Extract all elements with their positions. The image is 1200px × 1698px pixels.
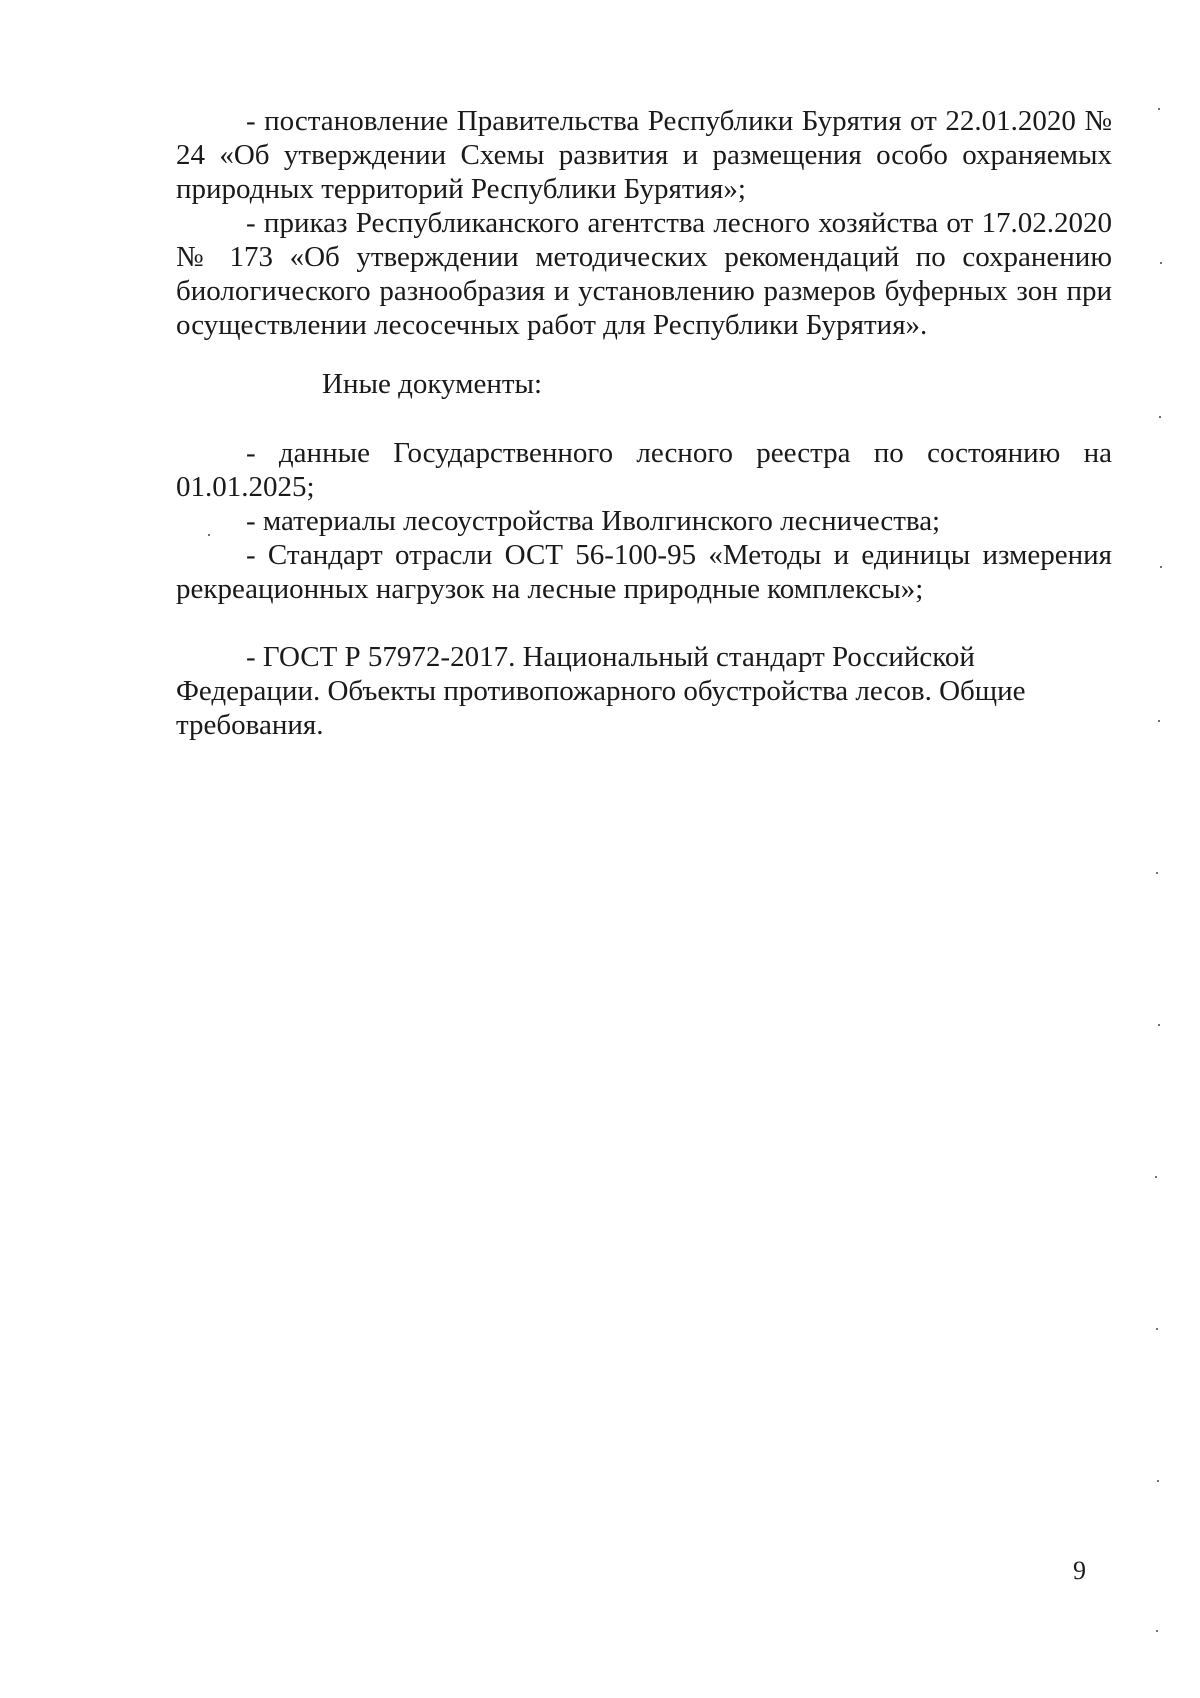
scan-speck bbox=[1158, 1024, 1160, 1026]
scan-speck bbox=[1156, 1328, 1158, 1330]
gost-block bbox=[176, 640, 1036, 742]
scan-speck bbox=[1155, 1176, 1157, 1178]
scan-speck bbox=[1158, 720, 1160, 722]
paragraph-government-decree: - постановление Правительства Республики Бурятия от 22.01.2020 № 24 «Об утверждении Схемы развития и размещения особо охраняемых природных территорий Республики Бурятия»; bbox=[176, 105, 1112, 205]
page-number: 9 bbox=[1073, 1556, 1086, 1585]
paragraph-gost: - ГОСТ Р 57972-2017. Национальный стандарт Российской Федерации. Объекты противопожарного обустройства лесов. Общие требования. bbox=[176, 641, 1026, 741]
scan-speck bbox=[1156, 1630, 1158, 1632]
paragraph-forest-registry: - данные Государственного лесного реестра по состоянию на 01.01.2025; bbox=[176, 437, 1112, 503]
paragraph-industry-standard: - Стандарт отрасли ОСТ 56-100-95 «Методы и единицы измерения рекреационных нагрузок на лесные природные комплексы»; bbox=[176, 539, 1112, 605]
legal-acts-list bbox=[176, 104, 1112, 342]
scan-speck bbox=[1156, 872, 1158, 874]
scan-speck bbox=[208, 534, 210, 536]
paragraph-forest-management-materials: - материалы лесоустройства Иволгинского лесничества; bbox=[246, 505, 941, 537]
scan-speck bbox=[1160, 262, 1162, 264]
scan-speck bbox=[1158, 108, 1160, 110]
scan-speck bbox=[1157, 1480, 1159, 1482]
other-documents-list bbox=[176, 436, 1112, 606]
scan-speck bbox=[1159, 416, 1161, 418]
scan-speck bbox=[1160, 566, 1162, 568]
section-heading-other-documents: Иные документы: bbox=[322, 368, 543, 400]
paragraph-forestry-order: - приказ Республиканского агентства лесного хозяйства от 17.02.2020 № 173 «Об утверждении методических рекомендаций по сохранению биологического разнообразия и установлению размеров буферных зон при осуществлении лесосечных работ для Республики Бурятия». bbox=[176, 207, 1112, 341]
